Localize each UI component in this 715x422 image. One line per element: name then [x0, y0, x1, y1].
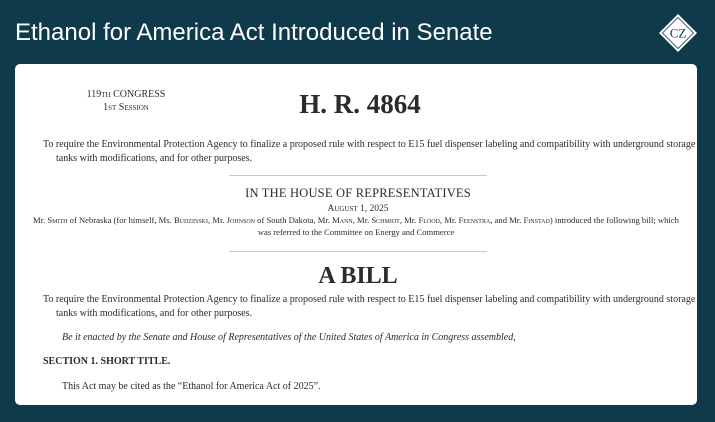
- bill-heading: A BILL: [318, 263, 398, 289]
- congress-session: [81, 88, 171, 114]
- divider: [229, 175, 487, 176]
- house-heading: IN THE HOUSE OF REPRESENTATIVES: [245, 186, 471, 200]
- bill-number: H. R. 4864: [299, 89, 421, 119]
- sponsors-introduction: Mr. Smith of Nebraska (for himself, Ms. Budzinski, Mr. Johnson of South Dakota, Mr. Mann, Mr. Schmidt, Mr. Flood, Mr. Feenstra, and Mr. Finstad) introduced the following bill; which was referred to the Committee on Energy and Commerce: [33, 215, 679, 237]
- congress-label: 119th CONGRESS: [86, 89, 166, 100]
- section-title: SECTION 1. SHORT TITLE.: [43, 356, 171, 367]
- bill-purpose: To require the Environmental Protection Agency to finalize a proposed rule with respect to E15 fuel dispenser labeling and compatibility with underground storage tanks with modifications, and for other purposes.: [43, 294, 696, 319]
- bill-document: [15, 64, 697, 405]
- bill-purpose-summary: To require the Environmental Protection Agency to finalize a proposed rule with respect to E15 fuel dispenser labeling and compatibility with underground storage tanks with modifications, and for other purposes.: [43, 139, 696, 164]
- divider: [229, 251, 487, 252]
- enacting-clause: Be it enacted by the Senate and House of Representatives of the United States of America in Congress assembled,: [62, 332, 516, 343]
- introduction-date: August 1, 2025: [327, 204, 389, 214]
- svg-text:CZ: CZ: [669, 25, 687, 41]
- section-text: This Act may be cited as the “Ethanol for America Act of 2025”.: [62, 381, 321, 392]
- logo-icon: [658, 13, 698, 53]
- session-label: 1st Session: [103, 102, 149, 113]
- page-title: Ethanol for America Act Introduced in Senate: [15, 19, 493, 46]
